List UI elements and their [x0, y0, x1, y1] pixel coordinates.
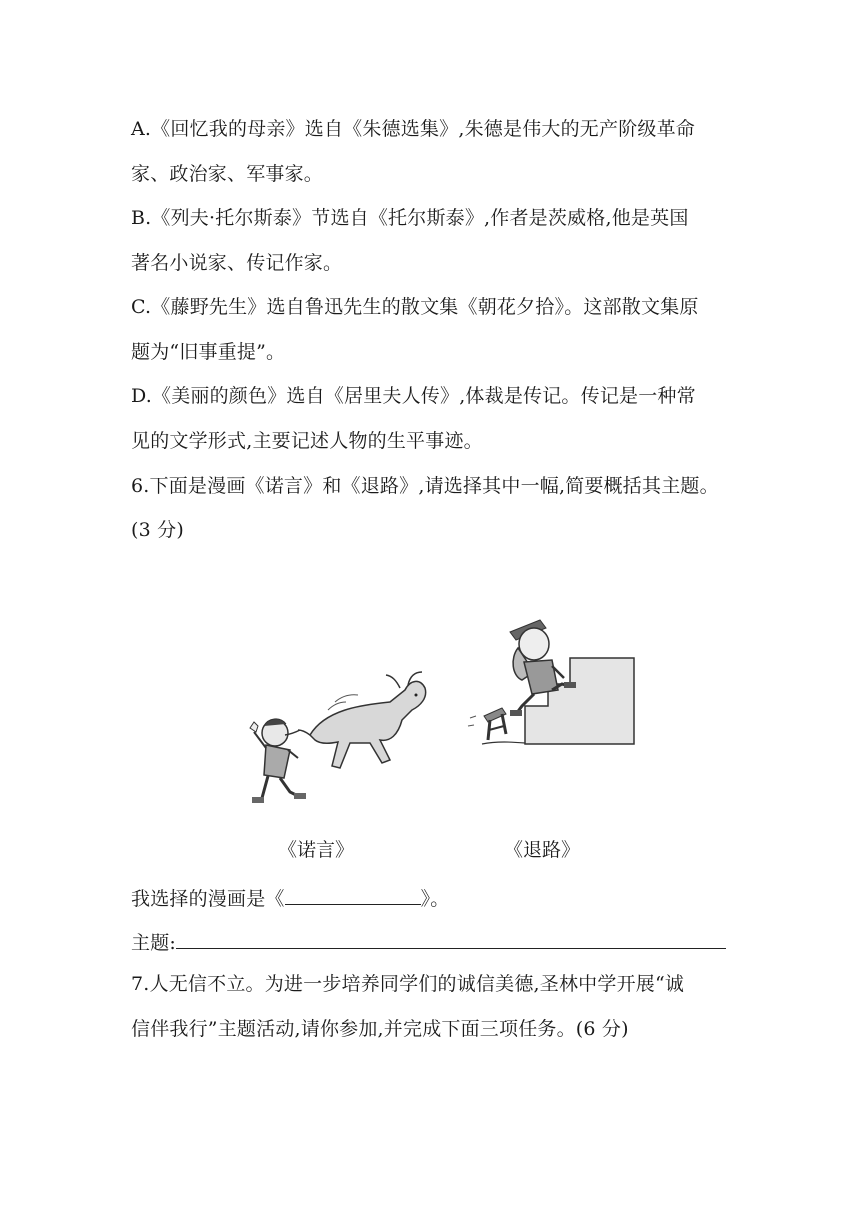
option-b-line-1: B.《列夫·托尔斯泰》节选自《托尔斯泰》,作者是茨威格,他是英国	[131, 207, 689, 229]
question-6-line-1: 6.下面是漫画《诺言》和《退路》,请选择其中一幅,简要概括其主题。	[131, 475, 719, 497]
theme-label: 主题:	[131, 932, 177, 954]
answer-choice-line	[131, 884, 450, 911]
option-d-line-2: 见的文学形式,主要记述人物的生平事迹。	[131, 430, 483, 452]
caption-promise: 《诺言》	[278, 839, 355, 861]
option-d-line-1: D.《美丽的颜色》选自《居里夫人传》,体裁是传记。传记是一种常	[131, 385, 696, 407]
answer-theme-line	[131, 928, 726, 955]
option-c-line-1: C.《藤野先生》选自鲁迅先生的散文集《朝花夕拾》。这部散文集原	[131, 296, 699, 318]
question-7-line-2: 信伴我行”主题活动,请你参加,并完成下面三项任务。(6 分)	[131, 1018, 629, 1040]
theme-blank[interactable]	[176, 928, 726, 949]
choice-prefix: 我选择的漫画是《	[131, 888, 285, 910]
cartoon-promise-image	[240, 640, 430, 815]
choice-blank[interactable]	[285, 884, 421, 905]
option-a-line-2: 家、政治家、军事家。	[131, 163, 324, 185]
option-a-line-1: A.《回忆我的母亲》选自《朱德选集》,朱德是伟大的无产阶级革命	[131, 118, 696, 140]
choice-suffix: 》。	[420, 888, 450, 910]
option-b-line-2: 著名小说家、传记作家。	[131, 252, 343, 274]
option-c-line-2: 题为“旧事重提”。	[131, 341, 286, 363]
cartoon-retreat-image	[462, 606, 642, 751]
caption-retreat: 《退路》	[504, 839, 581, 861]
question-7-line-1: 7.人无信不立。为进一步培养同学们的诚信美德,圣林中学开展“诚	[131, 973, 685, 995]
question-6-score: (3 分)	[131, 519, 184, 541]
